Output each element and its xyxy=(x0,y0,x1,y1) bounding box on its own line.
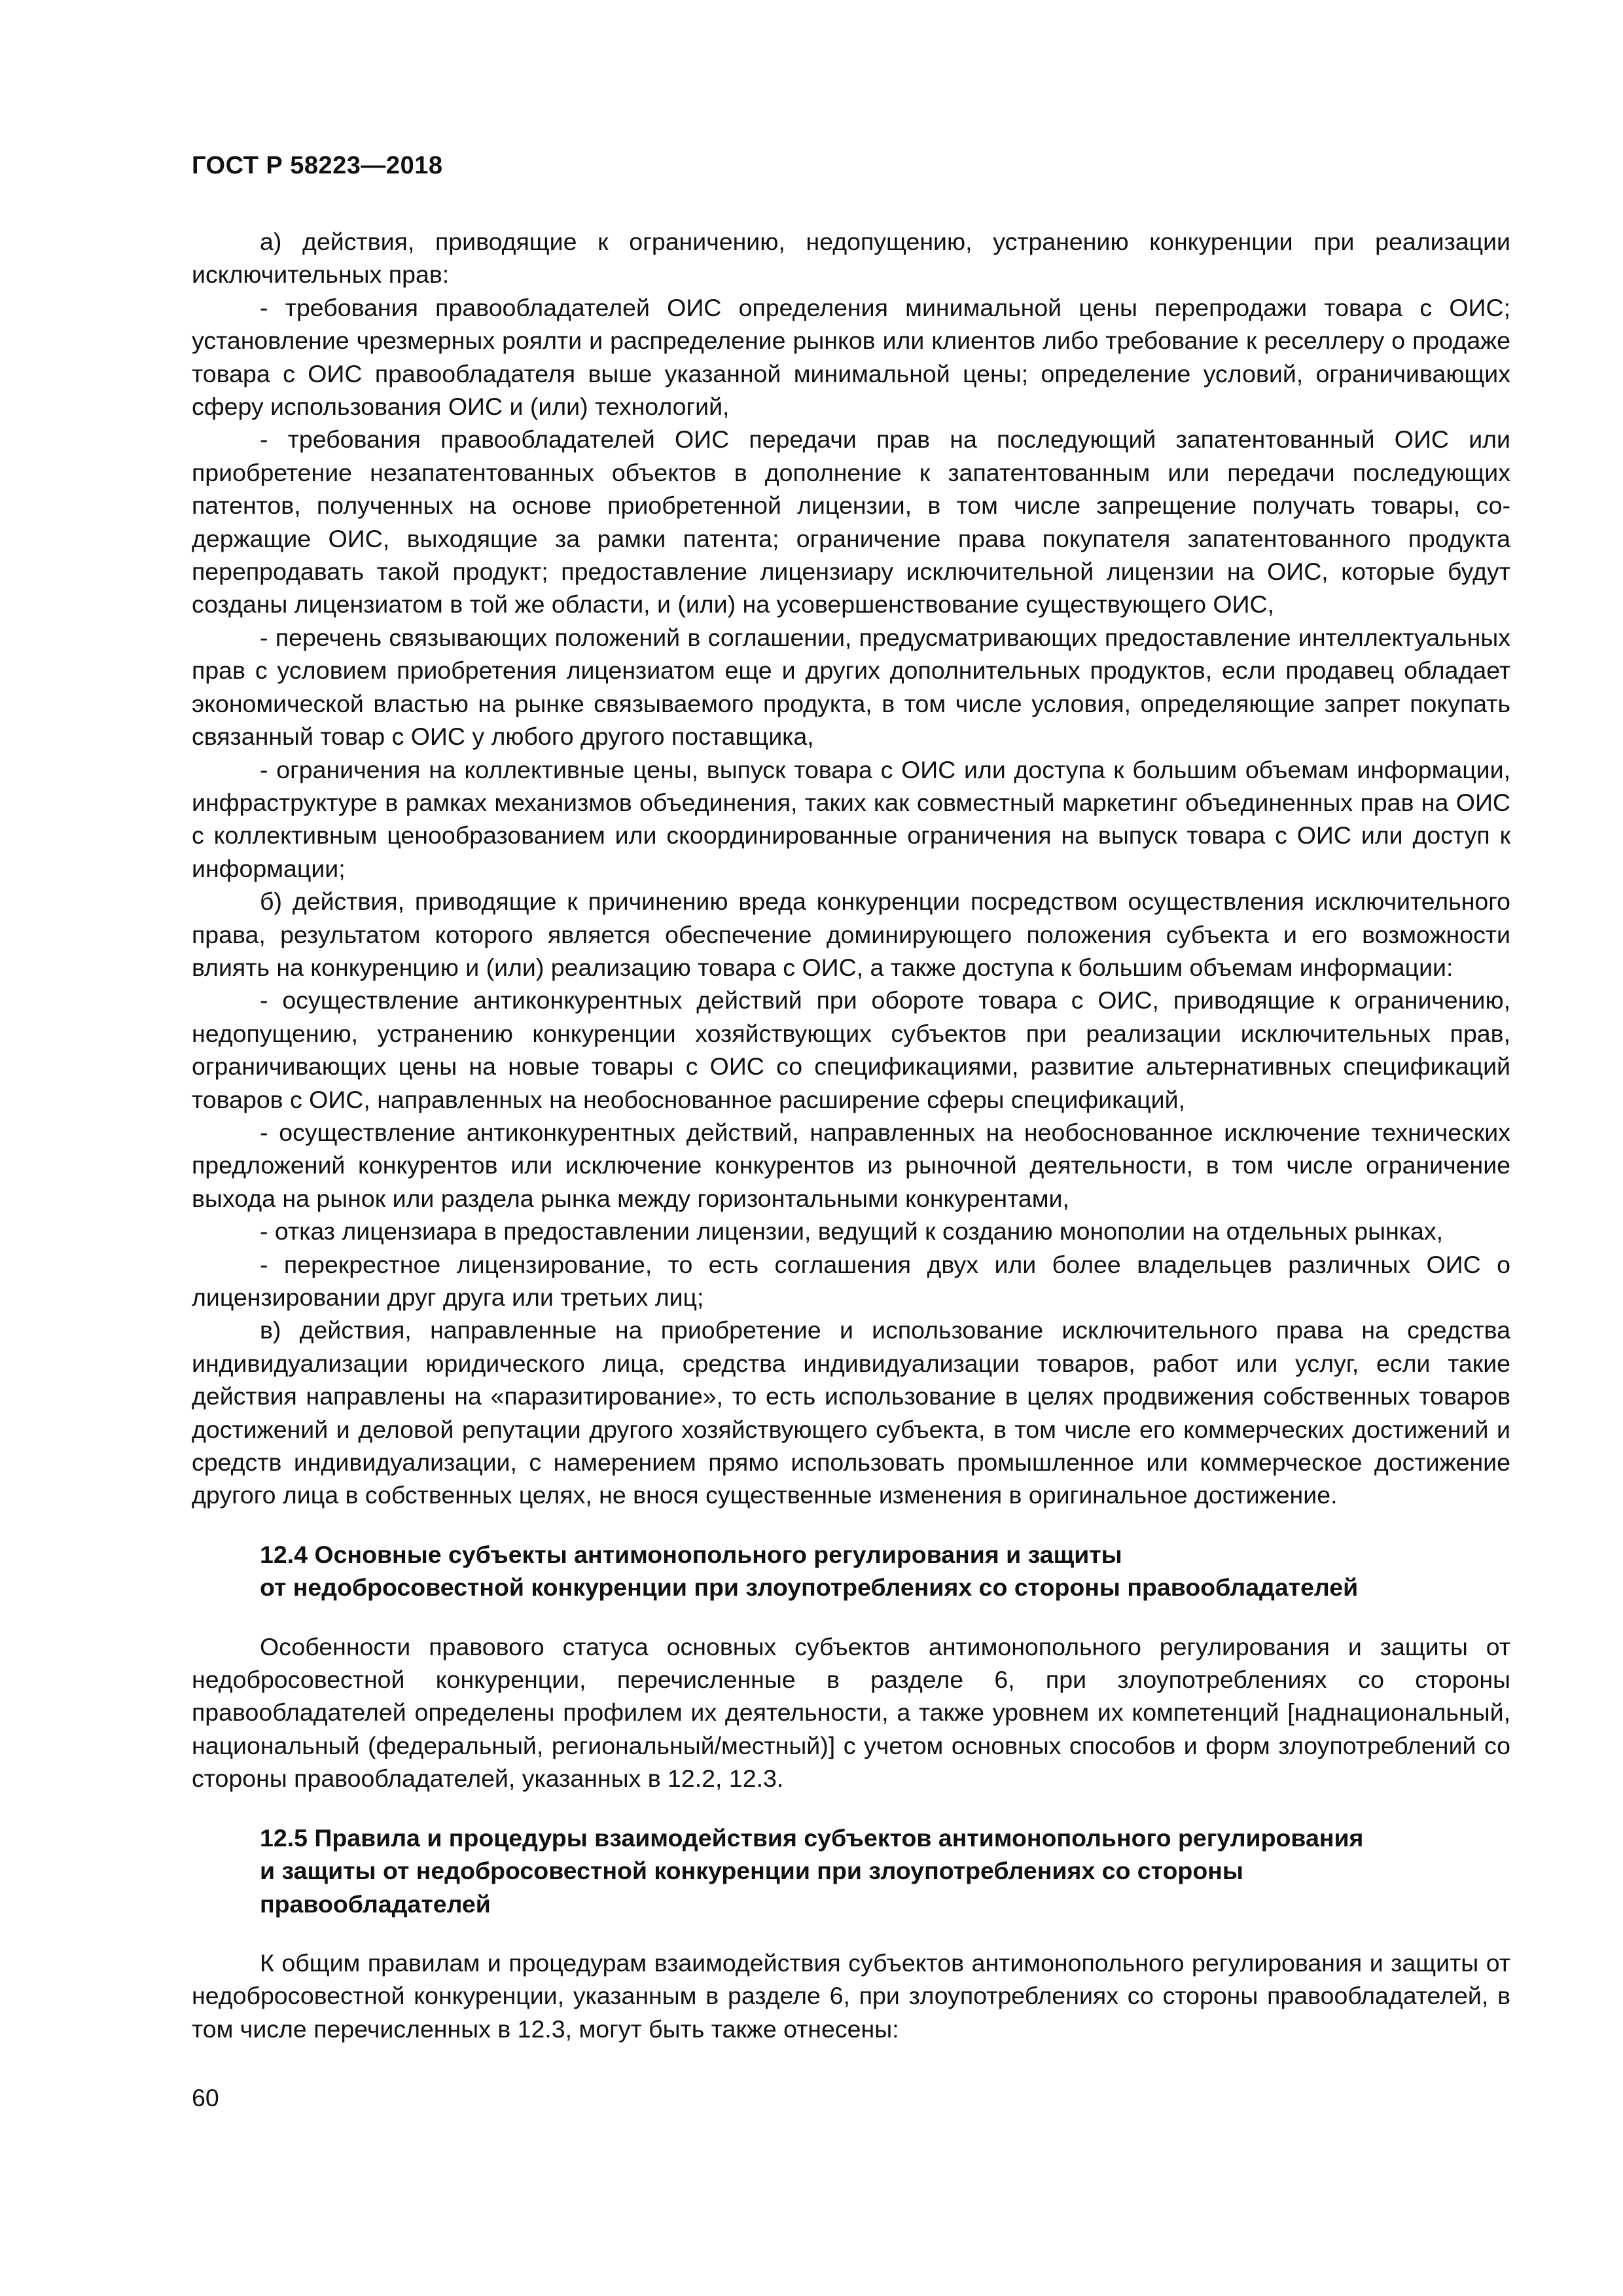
document-body xyxy=(192,225,1510,2045)
paragraph-a: а) действия, приводящие к ограничению, недопущению, устранению конкуренции при реализации исключительных прав: xyxy=(192,228,1510,289)
section-12-4-heading xyxy=(192,1538,1510,1604)
paragraph-a-item-1: - требования правообладателей ОИС определения минимальной цены перепродажи товара с ОИС; установление чрезмерных роялти и распределение рынков или клиентов либо требование к реселлеру о продаже товара с ОИС правообладателя выше указанной минимальной цены; определение условий, ограничивающих сферу использования ОИС и (или) технологий, xyxy=(192,293,1510,421)
section-12-4-heading-line-2: от недобросовестной конкуренции при злоупотреблениях со стороны правообладателей xyxy=(260,1573,1359,1602)
paragraph-b-item-1: - осуществление антиконкурентных действий при обороте товара с ОИС, приводящие к ограничению, недопущению, устранению конкуренции хозяйствующих субъектов при реализации исключительных прав, ограничивающих цены на новые товары с ОИС со спецификациями, развитие альтернативных спецификаций товаров с ОИС, направленных на необоснованное расширение сферы спецификаций, xyxy=(192,986,1510,1113)
paragraph-b: б) действия, приводящие к причинению вреда конкуренции посредством осуществления исключительного права, результатом которого является обеспечение доминирующего положения субъекта и его возможности влиять на конкуренцию и (или) реализацию товара с ОИС, а также доступа к большим объемам информации: xyxy=(192,888,1510,981)
paragraph-a-item-3: - перечень связывающих положений в соглашении, предусматривающих предоставление интеллектуальных прав с условием приобретения лицензиатом еще и других дополнительных продуктов, если продавец обладает экономической властью на рынке связываемого продукта, в том числе условия, определяющие запрет покупать связанный товар с ОИС у любого другого поставщика, xyxy=(192,623,1510,751)
page-number: 60 xyxy=(192,2084,219,2111)
section-12-5-heading-line-3: правообладателей xyxy=(260,1890,491,1918)
section-12-5-body: К общим правилам и процедурам взаимодействия субъектов антимонопольного регулирования и защиты от недобросовестной конкуренции, указанным в разделе 6, при злоупотреблениях со стороны правообладателей, в том числе перечисленных в 12.3, могут быть также отнесены: xyxy=(192,1948,1510,2043)
section-12-5-heading-line-2: и защиты от недобросовестной конкуренции при злоупотреблениях со стороны xyxy=(260,1857,1243,1885)
paragraph-a-item-4: - ограничения на коллективные цены, выпуск товара с ОИС или доступа к большим объемам информации, инфраструктуре в рамках механизмов объединения, таких как совместный маркетинг объединенных прав на ОИС с коллективным ценообразованием или скоординированные ограничения на выпуск товара с ОИС или доступ к информации; xyxy=(192,755,1510,882)
section-12-4-heading-line-1: 12.4 Основные субъекты антимонопольного регулирования и защиты xyxy=(260,1540,1122,1568)
paragraph-v: в) действия, направленные на приобретение и использование исключительного права на средства индивидуализации юридического лица, средства индивидуализации товаров, работ или услуг, если такие действия направлены на «паразитирование», то есть использование в целях продвижения собственных товаров достижений и деловой репутации другого хозяйствующего субъекта, в том числе его коммерческих достижений и средств индивидуализации, с намерением прямо использовать промышленное или коммерческое достижение другого лица в собственных целях, не внося существенные изменения в оригинальное достижение. xyxy=(192,1316,1510,1509)
section-12-5-heading-line-1: 12.5 Правила и процедуры взаимодействия субъектов антимонопольного регулирования xyxy=(260,1823,1364,1852)
document-page xyxy=(192,0,1510,2296)
paragraph-b-item-2: - осуществление антиконкурентных действий, направленных на необоснованное исключение технических предложений конкурентов или исключение конкурентов из рыночной деятельности, в том числе ограничение выхода на рынок или раздела рынка между горизонтальными конкурентами, xyxy=(192,1118,1510,1212)
standard-id-header: ГОСТ Р 58223—2018 xyxy=(192,152,443,179)
paragraph-a-item-2: - требования правообладателей ОИС передачи прав на последующий запатентованный ОИС или приобретение незапатентованных объектов в дополнение к запатентованным или передачи последующих патентов, полученных на основе приобретенной лицензии, в том числе запрещение получать товары, содержащие ОИС, выходящие за рамки патента; ограничение права покупателя запатентованного продукта перепродавать такой продукт; предоставление лицензиару исключительной лицензии на ОИС, которые будут созданы лицензиатом в той же области, и (или) на усовершенствование существующего ОИС, xyxy=(192,425,1510,619)
section-12-4-body: Особенности правового статуса основных субъектов антимонопольного регулирования и защиты от недобросовестной конкуренции, перечисленные в разделе 6, при злоупотреблениях со стороны правообладателей определены профилем их деятельности, а также уровнем их компетенций [наднациональный, национальный (федеральный, региональный/местный)] с учетом основных способов и форм злоупотреблений со стороны правообладателей, указанных в 12.2, 12.3. xyxy=(192,1632,1510,1793)
paragraph-b-item-4: - перекрестное лицензирование, то есть соглашения двух или более владельцев различных ОИС о лицензировании друг друга или третьих лиц; xyxy=(192,1250,1510,1311)
section-12-5-heading xyxy=(192,1821,1510,1920)
paragraph-b-item-3: - отказ лицензиара в предоставлении лицензии, ведущий к созданию монополии на отдельных рынках, xyxy=(260,1217,1444,1246)
